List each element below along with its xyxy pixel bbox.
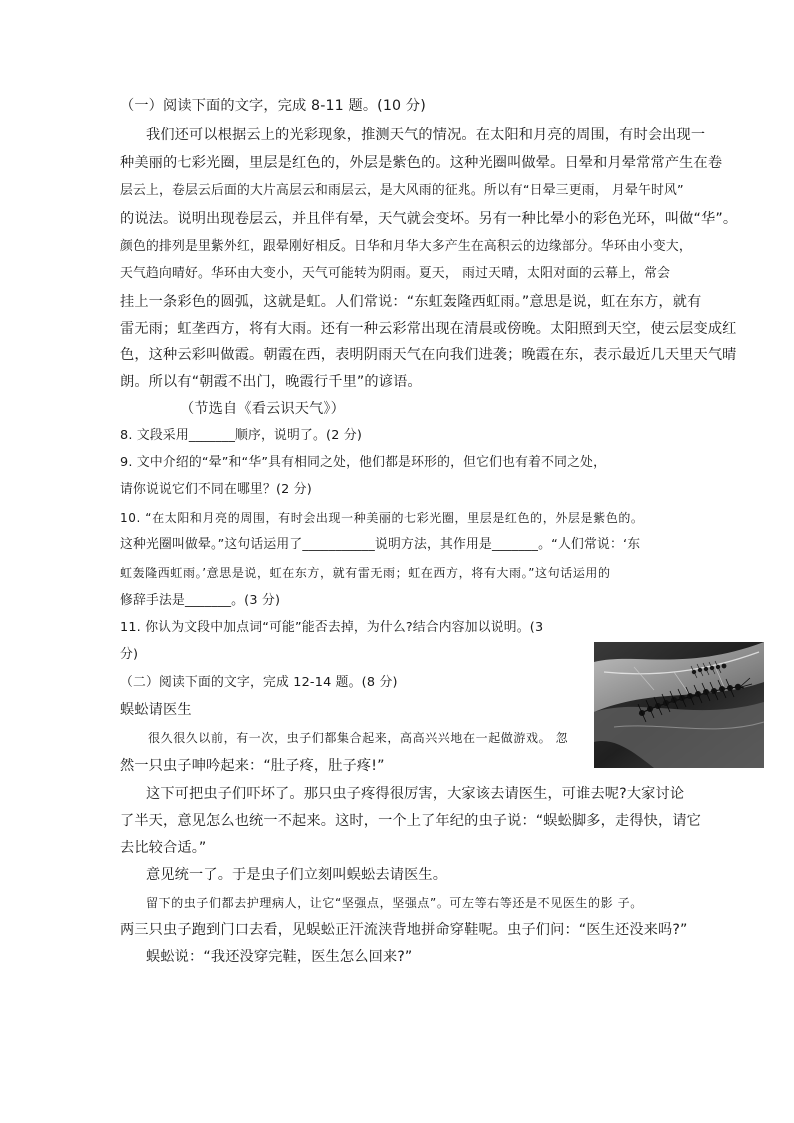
section2-title: 蜈蚣请医生 — [120, 702, 192, 718]
question-9-continued: 请你说说它们不同在哪里？(2 分) — [120, 482, 312, 497]
question-10-continued: 这种光圈叫做晕。”这句话运用了___________说明方法，其作用是_______。“人们常说：‘东 — [120, 537, 641, 552]
question-9: 9. 文中介绍的“晕”和“华”具有相同之处，他们都是环形的，但它们也有着不同之处， — [120, 455, 607, 470]
section2-header: （二）阅读下面的文字，完成 12-14 题。(8 分) — [120, 675, 398, 690]
passage2-line: 这下可把虫子们吓坏了。那只虫子疼得很厉害，大家该去请医生，可谁去呢?大家讨论 — [146, 786, 685, 802]
question-8: 8. 文段采用_______顺序，说明了。(2 分) — [120, 428, 363, 443]
passage2-line: 留下的虫子们都去护理病人，让它“坚强点，坚强点”。可左等右等还是不见医生的影 子。 — [146, 896, 643, 910]
passage1-line: 我们还可以根据云上的光彩现象，推测天气的情况。在太阳和月亮的周围，有时会出现一 — [146, 127, 706, 143]
passage2-line: 然一只虫子呻吟起来：“肚子疼，肚子疼!” — [120, 758, 385, 774]
passage2-line: 意见统一了。于是虫子们立刻叫蜈蚣去请医生。 — [146, 867, 448, 883]
question-11: 11. 你认为文段中加点词“可能”能否去掉，为什么?结合内容加以说明。(3 — [120, 620, 544, 635]
section1-header: （一）阅读下面的文字，完成 8-11 题。(10 分) — [120, 98, 426, 114]
passage1-line: 种美丽的七彩光圈，里层是红色的，外层是紫色的。这种光圈叫做晕。日晕和月晕常常产生在卷 — [120, 155, 723, 171]
question-10-continued: 修辞手法是_______。(3 分) — [120, 593, 281, 608]
question-10: 10. “在太阳和月亮的周围，有时会出现一种美丽的七彩光圈，里层是红色的，外层是紫色的。 — [120, 511, 644, 525]
passage1-line: 色，这种云彩叫做霞。朝霞在西，表明阴雨天气在向我们进袭；晚霞在东，表示最近几天里天气晴 — [120, 347, 737, 363]
passage2-line: 两三只虫子跑到门口去看，见蜈蚣正汗流浃背地拼命穿鞋呢。虫子们问：“医生还没来吗?” — [120, 922, 688, 938]
passage2-line: 蜈蚣说：“我还没穿完鞋，医生怎么回来?” — [146, 949, 413, 965]
passage1-line: 的说法。说明出现卷层云，并且伴有晕，天气就会变坏。另有一种比晕小的彩色光环，叫做“华”。 — [120, 211, 738, 227]
passage2-line: 很久很久以前，有一次，虫子们都集合起来，高高兴兴地在一起做游戏。 忽 — [148, 731, 569, 745]
question-11-continued: 分) — [120, 647, 139, 662]
passage1-line: 层云上，卷层云后面的大片高层云和雨层云，是大风雨的征兆。所以有“日晕三更雨， 月晕午时风” — [120, 183, 684, 198]
passage1-source: （节选自《看云识天气》） — [180, 401, 345, 417]
question-10-continued: 虹轰隆西虹雨。’意思是说，虹在东方，就有雷无雨；虹在西方，将有大雨。”这句话运用的 — [120, 566, 611, 580]
centipede-photo-icon — [594, 642, 764, 768]
passage1-line: 挂上一条彩色的圆弧，这就是虹。人们常说：“东虹轰隆西虹雨。”意思是说，虹在东方，就有 — [120, 294, 702, 310]
passage1-line: 雷无雨；虹垄西方，将有大雨。还有一种云彩常出现在清晨或傍晚。太阳照到天空，使云层变成红 — [120, 321, 737, 337]
passage1-line: 朗。所以有“朝霞不出门，晚霞行千里”的谚语。 — [120, 374, 422, 390]
passage2-line: 去比较合适。” — [120, 840, 207, 856]
passage1-line: 颜色的排列是里紫外红，跟晕刚好相反。日华和月华大多产生在高积云的边缘部分。华环由小变大， — [120, 239, 692, 254]
passage1-line: 天气趋向晴好。华环由大变小，天气可能转为阴雨。夏天， 雨过天晴，太阳对面的云幕上，常会 — [120, 266, 671, 281]
passage2-line: 了半天，意见怎么也统一不起来。这时，一个上了年纪的虫子说：“蜈蚣脚多，走得快，请它 — [120, 813, 702, 829]
